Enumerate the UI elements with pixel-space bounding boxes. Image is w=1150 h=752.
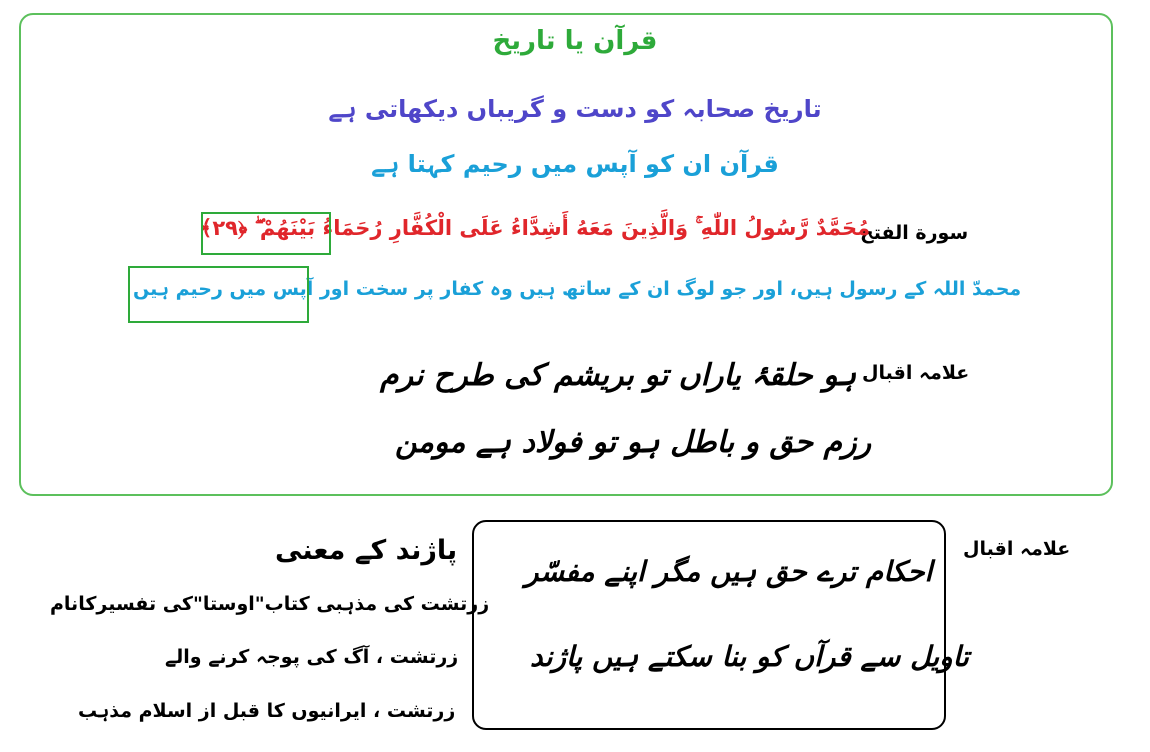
section-heading: پاژند کے معنی [275,535,458,566]
top-panel [19,13,1113,496]
meaning-item: زرتشت کی مذہبی کتاب"اوستا"کی تفسیرکانام [50,593,490,615]
ayah-translation: محمدّ اللہ کے رسول ہیں، اور جو لوگ ان کے ساتھ ہیں وہ کفار پر سخت اور آپس میں رحیم ہیں [133,278,1022,300]
meaning-item: زرتشت ، ایرانیوں کا قبل از اسلام مذہب [78,700,456,722]
surah-name: سورة الفتح [860,222,969,244]
verse-line: احکام ترے حق ہیں مگر اپنے مفسّر [525,555,933,588]
page-title: قرآن یا تاریخ [492,26,658,56]
meaning-item: زرتشت ، آگ کی پوجہ کرنے والے [165,646,459,668]
ayah-text: مُحَمَّدٌ رَّسُولُ اللّٰهِ ۚ وَالَّذِينَ مَعَهُ أَشِدَّاءُ عَلَى الْكُفَّارِ رُحَمَاءُ بَيْنَهُمْ ۖ ﴿٢٩﴾ [200,216,871,240]
poet-name: علامہ اقبال [862,362,970,384]
translation-highlight-box [128,266,309,323]
verse-panel [472,520,946,730]
quran-statement: قرآن ان کو آپس میں رحیم کہتا ہے [371,150,779,178]
poet-name: علامہ اقبال [963,538,1071,560]
ayah-highlight-box [201,212,331,255]
verse-line: رزم حق و باطل ہو تو فولاد ہے مومن [395,425,872,460]
history-statement: تاریخ صحابہ کو دست و گریباں دیکھاتی ہے [328,95,822,123]
verse-line: ہو حلقۂ یاراں تو بریشم کی طرح نرم [380,358,857,393]
verse-line: تاویل سے قرآں کو بنا سکتے ہیں پاژند [530,640,969,673]
